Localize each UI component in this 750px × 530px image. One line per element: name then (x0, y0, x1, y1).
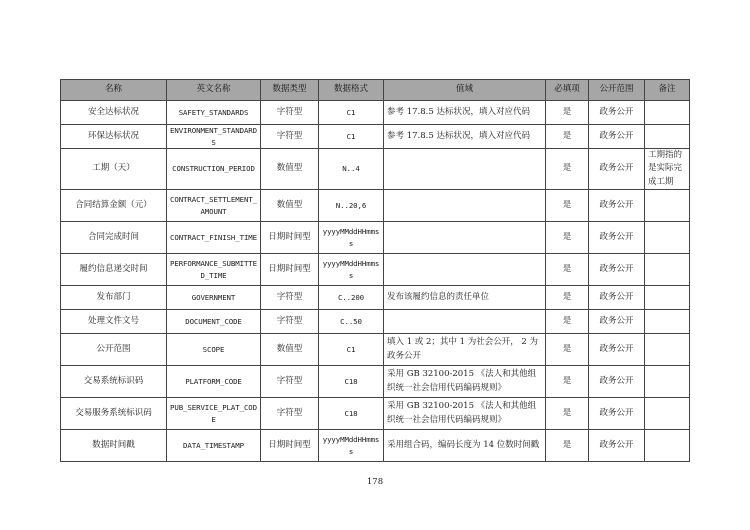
cell-english-name: PUB_SERVICE_PLAT_CODE (167, 398, 261, 430)
cell-data-format: C1 (319, 101, 384, 125)
cell-english-name: CONSTRUCTION_PERIOD (167, 149, 261, 190)
cell-remark (645, 366, 690, 398)
cell-english-name: CONTRACT_SETTLEMENT_AMOUNT (167, 190, 261, 222)
data-spec-table (60, 79, 690, 462)
cell-data-type: 字符型 (261, 286, 319, 310)
cell-name: 合同结算金额（元） (61, 190, 167, 222)
cell-data-format: N..4 (319, 149, 384, 190)
cell-remark: 工期指的是实际完成工期 (645, 149, 690, 190)
cell-value-range: 参考 17.8.5 达标状况，填入对应代码 (384, 101, 546, 125)
cell-disclosure-scope: 政务公开 (589, 101, 645, 125)
cell-data-type: 字符型 (261, 310, 319, 334)
header-disclosure-scope: 公开范围 (589, 80, 645, 101)
cell-remark (645, 286, 690, 310)
cell-name: 处理文件文号 (61, 310, 167, 334)
header-data-format: 数据格式 (319, 80, 384, 101)
cell-data-format: C18 (319, 398, 384, 430)
cell-required: 是 (546, 254, 589, 286)
cell-name: 安全达标状况 (61, 101, 167, 125)
table-header-row (61, 80, 690, 101)
cell-remark (645, 222, 690, 254)
header-remark: 备注 (645, 80, 690, 101)
cell-disclosure-scope: 政务公开 (589, 286, 645, 310)
cell-data-format: C18 (319, 366, 384, 398)
cell-disclosure-scope: 政务公开 (589, 310, 645, 334)
cell-remark (645, 430, 690, 462)
cell-data-format: yyyyMMddHHmmss (319, 430, 384, 462)
cell-data-format: C1 (319, 334, 384, 366)
table-row (61, 149, 690, 190)
table-row (61, 190, 690, 222)
cell-name: 发布部门 (61, 286, 167, 310)
cell-name: 数据时间戳 (61, 430, 167, 462)
header-english-name: 英文名称 (167, 80, 261, 101)
cell-name: 工期（天） (61, 149, 167, 190)
table-row (61, 366, 690, 398)
cell-required: 是 (546, 101, 589, 125)
cell-disclosure-scope: 政务公开 (589, 366, 645, 398)
cell-value-range (384, 149, 546, 190)
cell-disclosure-scope: 政务公开 (589, 430, 645, 462)
cell-data-format: C..200 (319, 286, 384, 310)
cell-data-format: C1 (319, 125, 384, 149)
cell-required: 是 (546, 398, 589, 430)
table-row (61, 398, 690, 430)
cell-remark (645, 125, 690, 149)
cell-data-type: 日期时间型 (261, 222, 319, 254)
cell-english-name: SCOPE (167, 334, 261, 366)
cell-required: 是 (546, 125, 589, 149)
cell-english-name: PERFORMANCE_SUBMITTED_TIME (167, 254, 261, 286)
cell-value-range (384, 190, 546, 222)
cell-remark (645, 398, 690, 430)
cell-data-type: 字符型 (261, 398, 319, 430)
cell-disclosure-scope: 政务公开 (589, 222, 645, 254)
cell-english-name: SAFETY_STANDARDS (167, 101, 261, 125)
cell-data-type: 字符型 (261, 366, 319, 398)
cell-remark (645, 190, 690, 222)
table-row (61, 430, 690, 462)
cell-required: 是 (546, 366, 589, 398)
cell-english-name: PLATFORM_CODE (167, 366, 261, 398)
table-row (61, 334, 690, 366)
cell-required: 是 (546, 430, 589, 462)
cell-remark (645, 101, 690, 125)
cell-required: 是 (546, 190, 589, 222)
cell-value-range (384, 222, 546, 254)
cell-name: 交易服务系统标识码 (61, 398, 167, 430)
cell-value-range: 采用 GB 32100-2015 《法人和其他组织统一社会信用代码编码规则》 (384, 398, 546, 430)
table-row (61, 101, 690, 125)
cell-required: 是 (546, 222, 589, 254)
cell-name: 合同完成时间 (61, 222, 167, 254)
cell-value-range: 参考 17.8.5 达标状况，填入对应代码 (384, 125, 546, 149)
table-row (61, 222, 690, 254)
cell-data-type: 数值型 (261, 190, 319, 222)
header-name: 名称 (61, 80, 167, 101)
cell-data-type: 日期时间型 (261, 430, 319, 462)
cell-english-name: CONTRACT_FINISH_TIME (167, 222, 261, 254)
cell-name: 环保达标状况 (61, 125, 167, 149)
cell-data-type: 字符型 (261, 125, 319, 149)
header-data-type: 数据类型 (261, 80, 319, 101)
page-number: 178 (366, 477, 384, 487)
cell-disclosure-scope: 政务公开 (589, 149, 645, 190)
table-row (61, 286, 690, 310)
header-value-range: 值域 (384, 80, 546, 101)
cell-value-range: 采用 GB 32100-2015 《法人和其他组织统一社会信用代码编码规则》 (384, 366, 546, 398)
table-row (61, 125, 690, 149)
cell-disclosure-scope: 政务公开 (589, 125, 645, 149)
table-row (61, 254, 690, 286)
cell-value-range: 发布该履约信息的责任单位 (384, 286, 546, 310)
cell-value-range: 采用组合码，编码长度为 14 位数时间戳 (384, 430, 546, 462)
cell-required: 是 (546, 310, 589, 334)
cell-data-format: yyyyMMddHHmmss (319, 222, 384, 254)
cell-data-type: 数值型 (261, 149, 319, 190)
cell-disclosure-scope: 政务公开 (589, 190, 645, 222)
cell-data-format: yyyyMMddHHmmss (319, 254, 384, 286)
cell-data-type: 数值型 (261, 334, 319, 366)
table-row (61, 310, 690, 334)
cell-remark (645, 310, 690, 334)
cell-required: 是 (546, 149, 589, 190)
cell-data-type: 日期时间型 (261, 254, 319, 286)
cell-english-name: DOCUMENT_CODE (167, 310, 261, 334)
cell-name: 公开范围 (61, 334, 167, 366)
cell-english-name: ENVIRONMENT_STANDARDS (167, 125, 261, 149)
cell-disclosure-scope: 政务公开 (589, 254, 645, 286)
cell-required: 是 (546, 286, 589, 310)
cell-remark (645, 334, 690, 366)
cell-disclosure-scope: 政务公开 (589, 398, 645, 430)
cell-name: 交易系统标识码 (61, 366, 167, 398)
cell-value-range: 填入 1 或 2；其中 1 为社会公开， 2 为政务公开 (384, 334, 546, 366)
cell-remark (645, 254, 690, 286)
cell-data-format: C..50 (319, 310, 384, 334)
cell-value-range (384, 310, 546, 334)
cell-data-format: N..20,6 (319, 190, 384, 222)
cell-disclosure-scope: 政务公开 (589, 334, 645, 366)
cell-required: 是 (546, 334, 589, 366)
cell-english-name: GOVERNMENT (167, 286, 261, 310)
cell-value-range (384, 254, 546, 286)
cell-data-type: 字符型 (261, 101, 319, 125)
cell-name: 履约信息递交时间 (61, 254, 167, 286)
cell-english-name: DATA_TIMESTAMP (167, 430, 261, 462)
header-required: 必填项 (546, 80, 589, 101)
